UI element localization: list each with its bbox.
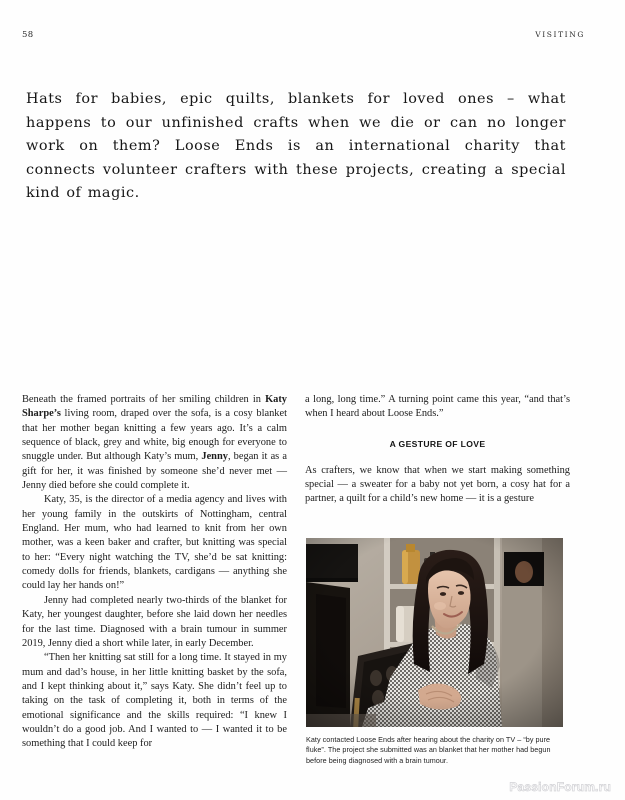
paragraph-opening: [22, 393, 287, 493]
para-run: Beneath the framed portraits of her smiling children in: [22, 394, 266, 405]
para-run: living room, draped over the sofa, is a cosy blanket that her mother began knitting a few years ago. It’s a calm sequence of black, grey and white, big enough for everyone to snuggle under. But although Katy’s mum,: [22, 408, 287, 463]
crosshead: A GESTURE OF LOVE: [389, 438, 486, 449]
body-text-right-top: [305, 393, 570, 422]
paragraph: a long, long time.” A turning point came this year, “and that’s when I heard about Loose Ends.”: [305, 394, 570, 420]
section-label: VISITING: [535, 30, 585, 39]
body-text-right-bottom: [305, 464, 570, 507]
article-figure: [306, 538, 563, 766]
paragraph: Jenny had completed nearly two-thirds of the blanket for Katy, her youngest daughter, before she laid down her needles for the last time. Diagnosed with a brain tumour in summer 2019, Jenny died a short while later, in early December.: [22, 594, 287, 649]
page-number: 58: [22, 30, 34, 40]
body-column-left: [22, 393, 287, 752]
paragraph: Katy, 35, is the director of a media agency and lives with her young family in the outskirts of Nottingham, central England. Her mum, who had learned to knit from her own mother, was a keen baker and crafter, but knitting was special to her: “Every night watching the TV, she’d be sat knitting: comedy dolls for friends, blankets, cardigans — anything she could lay her hands on!”: [22, 494, 287, 592]
photo-katy-sharpe: [306, 538, 563, 727]
running-head: [22, 30, 603, 44]
figure-caption: Katy contacted Loose Ends after hearing about the charity on TV – “by pure fluke”. The project she submitted was an blanket that her mother had begun before being diagnosed with a brain tumour.: [306, 735, 551, 765]
paragraph: “Then her knitting sat still for a long time. It stayed in my mum and dad’s house, in her little knitting basket by the sofa, and I kept thinking about it,” says Katy. She didn’t feel up to taking on the task of completing it, both in terms of the emotional significance and the skills required: “I knew I wouldn’t do a good job. And I wanted to — I wanted it to be something that I could keep for: [22, 652, 287, 750]
person-name-katy: Katy Sharpe’s: [22, 394, 287, 420]
paragraph: As crafters, we know that when we start making something special — a sweater for a baby not yet born, a cosy hat for a partner, a quilt for a child’s new home — it is a gesture: [305, 464, 570, 505]
person-name-jenny: Jenny: [201, 451, 228, 463]
body-text-left: [22, 393, 287, 752]
standfirst: Hats for babies, epic quilts, blankets for loved ones – what happens to our unfinished crafts when we die or can no longer work on them? Loose Ends is an international charity that connects volunteer crafters with these projects, creating a special kind of magic.: [26, 91, 566, 201]
body-column-right: [305, 393, 570, 507]
watermark: PassionForum.ru: [509, 780, 611, 794]
para-run: , began it as a gift for her, it was finished by someone she’d never met — Jenny died before she could complete it.: [22, 451, 287, 492]
